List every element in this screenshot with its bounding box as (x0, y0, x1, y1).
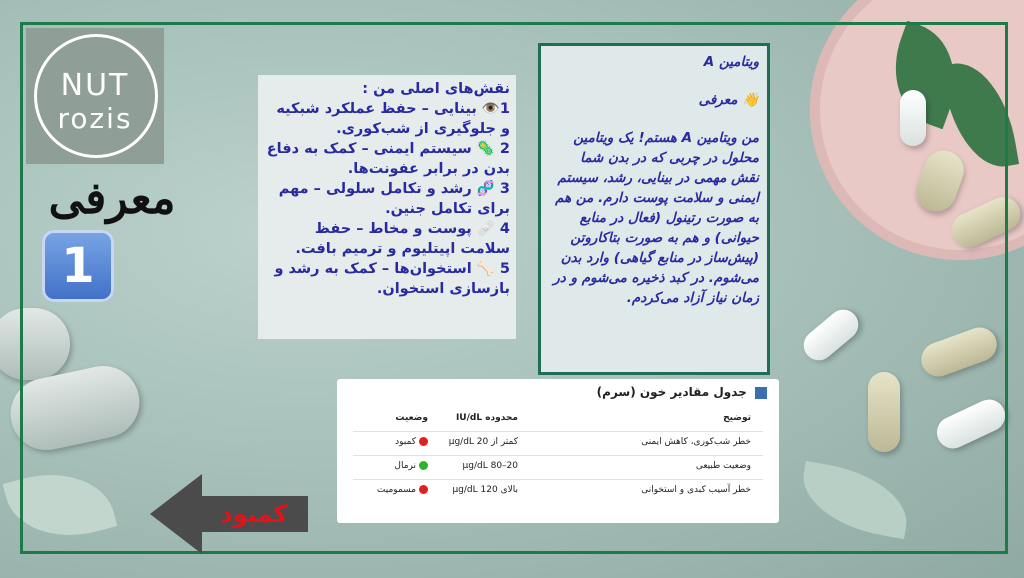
status-dot-icon (419, 437, 428, 446)
cell-desc: وضعیت طبیعی (695, 461, 751, 471)
cell-desc: خطر شب‌کوری، کاهش ایمنی (641, 437, 751, 447)
table-row (353, 479, 763, 503)
intro-body: من ویتامین A هستم! یک ویتامین محلول در چربی که در بدن شما نقش مهمی در بینایی، رشد، سیستم ایمنی و سلامت پوست دارم. من هم به صورت رتینول (فعال در منابع حیوانی) و هم به صورت بتاکاروتن (پیش‌ساز در منابع گیاهی) وارد بدن می‌شوم. در کبد ذخیره می‌شوم و در زمان نیاز آزاد می‌کردم. (553, 130, 759, 306)
intro-title: ویتامین A (703, 54, 759, 70)
table-title: جدول مقادیر خون (سرم) (596, 385, 747, 399)
intro-subtitle: 👋 معرفی (698, 92, 759, 108)
cell-status: کمبود (395, 437, 428, 447)
header-range: محدوده IU/dL (455, 413, 518, 423)
deficiency-arrow (150, 474, 308, 554)
header-status: وضعیت (395, 413, 428, 423)
status-dot-icon (419, 461, 428, 470)
brand-logo (26, 28, 164, 164)
arrow-label: کمبود (220, 500, 288, 528)
table-row (353, 431, 763, 456)
table-row (353, 455, 763, 480)
cell-range: بالای 120 μg/dL (452, 485, 518, 495)
cell-range: 20–80 μg/dL (462, 461, 518, 471)
role-item: 4 🩹 پوست و مخاط – حفظ سلامت اپیتلیوم و ترمیم بافت. (295, 221, 510, 257)
blood-levels-table (337, 379, 779, 523)
roles-box (258, 75, 516, 339)
logo-line1: NUT (60, 68, 130, 103)
header-desc: توضیح (723, 413, 751, 423)
table-header-row (353, 407, 763, 432)
role-item: 1👁️ بینایی – حفظ عملکرد شبکیه و جلوگیری از شب‌کوری. (276, 101, 510, 137)
intro-box (538, 43, 770, 375)
cell-status: مسمومیت (377, 485, 428, 495)
section-heading: معرفی (48, 173, 176, 224)
cell-range: کمتر از 20 μg/dL (448, 437, 518, 447)
bar-chart-icon (755, 387, 767, 399)
status-dot-icon (419, 485, 428, 494)
cell-status: نرمال (394, 461, 428, 471)
logo-line2: rozis (57, 102, 133, 135)
role-item: 5 🦴 استخوان‌ها – کمک به رشد و بازسازی استخوان. (274, 261, 510, 297)
role-item: 3 🧬 رشد و تکامل سلولی – مهم برای تکامل جنین. (278, 181, 510, 217)
roles-title: نقش‌های اصلی من : (362, 81, 510, 97)
arrow-left-icon (150, 474, 202, 554)
table-title-wrap (597, 385, 767, 399)
section-number-badge: 1 (42, 230, 114, 302)
role-item: 2 🦠 سیستم ایمنی – کمک به دفاع بدن در برابر عفونت‌ها. (266, 141, 510, 177)
cell-desc: خطر آسیب کبدی و استخوانی (641, 485, 751, 495)
